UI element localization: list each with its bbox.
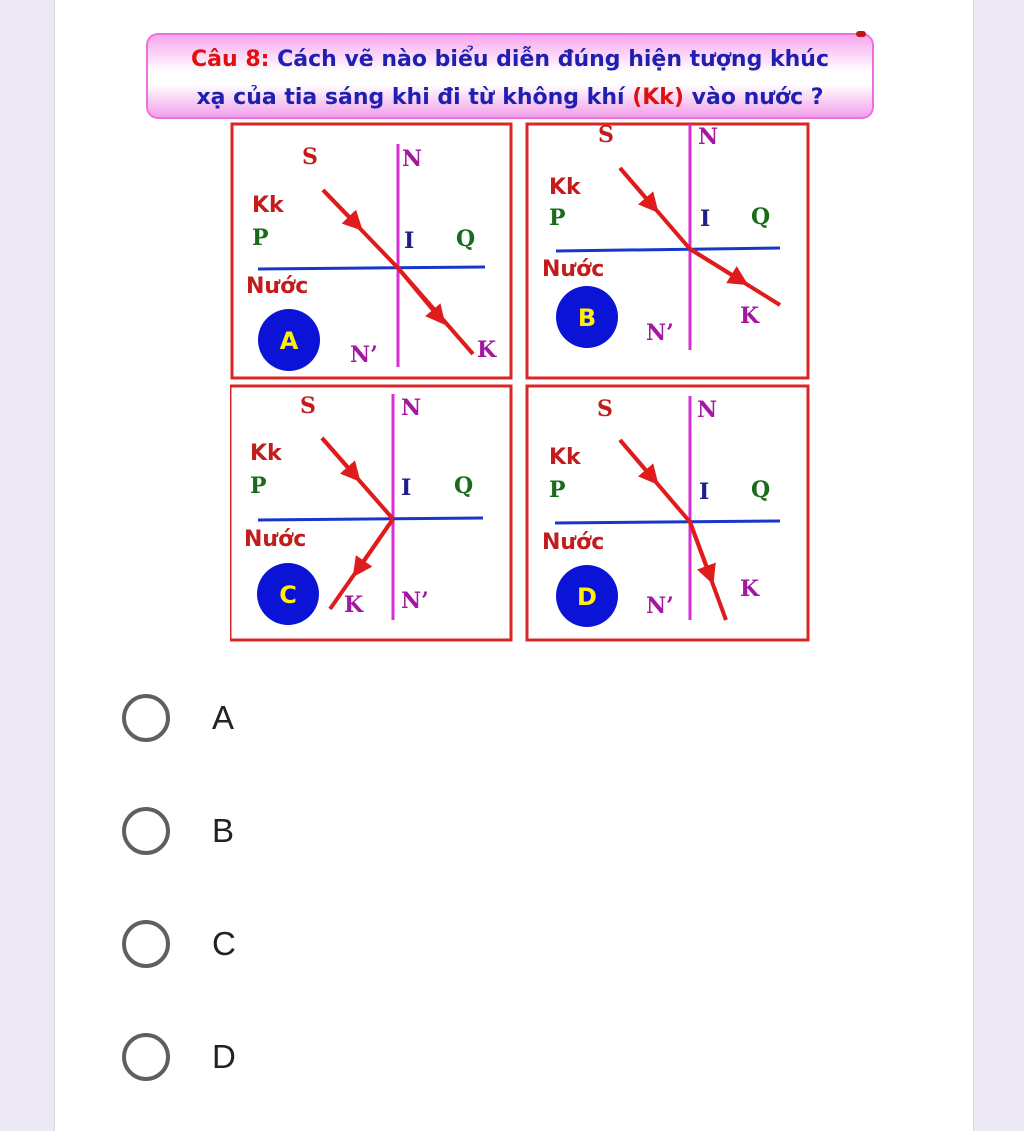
panel-a-label-q: Q: [456, 226, 476, 252]
question-text-3: vào nước ?: [691, 85, 824, 110]
panel-d-label-p: P: [549, 477, 566, 503]
question-number: Câu 8:: [191, 47, 270, 72]
panel-d-label-kk: Kk: [549, 445, 581, 470]
panel-d-label-nuoc: Nước: [542, 530, 605, 555]
option-d-label: D: [212, 1038, 236, 1075]
panel-b-refracted-arrow: [690, 249, 745, 283]
panel-c-refracted-arrow: [355, 519, 393, 574]
panel-d-surface-line: [555, 521, 780, 523]
panel-b-label-p: P: [549, 205, 566, 231]
panel-c-label-s: S: [300, 393, 316, 419]
panel-d-incident-arrow: [620, 440, 656, 482]
panel-a-surface-line: [258, 267, 485, 269]
refraction-diagram-figure: [230, 122, 810, 642]
option-a[interactable]: [122, 688, 622, 748]
radio-button-c[interactable]: [122, 920, 170, 968]
panel-c-label-q: Q: [454, 473, 474, 499]
question-line-2: [148, 85, 872, 110]
panel-a-label-kk: Kk: [252, 193, 284, 218]
panel-d: [527, 386, 808, 640]
panel-d-label-k: K: [740, 576, 760, 602]
panel-d-label-nprime: N’: [646, 593, 674, 619]
panel-d-label-n: N: [697, 397, 718, 423]
panel-c-label-kk: Kk: [250, 441, 282, 466]
panel-a: [232, 124, 511, 378]
panel-b-label-kk: Kk: [549, 175, 581, 200]
refraction-diagrams-svg: [230, 122, 810, 642]
panel-c-label-i: I: [401, 475, 412, 501]
panel-b-label-nprime: N’: [646, 320, 674, 346]
panel-d-label-q: Q: [751, 477, 771, 503]
panel-d-label-i: I: [699, 479, 710, 505]
panel-a-label-nuoc: Nước: [246, 274, 309, 299]
panel-a-label-s: S: [302, 144, 318, 170]
panel-c-label-nuoc: Nước: [244, 527, 307, 552]
panel-b-label-q: Q: [751, 204, 771, 230]
panel-a-incident-ray: [323, 190, 398, 268]
panel-b-surface-line: [556, 248, 780, 251]
panel-a-badge-letter: A: [279, 327, 299, 355]
panel-c-label-p: P: [250, 473, 267, 499]
panel-a-label-i: I: [404, 228, 415, 254]
radio-button-a[interactable]: [122, 694, 170, 742]
panel-a-label-p: P: [252, 225, 269, 251]
option-b-label: B: [212, 812, 235, 849]
panel-b-incident-arrow: [620, 168, 656, 210]
option-c[interactable]: [122, 914, 622, 974]
question-line-1: [148, 47, 872, 72]
radio-button-b[interactable]: [122, 807, 170, 855]
panel-d-badge-letter: D: [577, 583, 597, 611]
panel-a-label-n: N: [402, 146, 423, 172]
panel-c-label-k: K: [344, 592, 364, 618]
panel-b-label-s: S: [598, 122, 614, 148]
option-b[interactable]: [122, 801, 622, 861]
panel-c-badge-letter: C: [279, 581, 297, 609]
panel-b-label-k: K: [740, 303, 760, 329]
panel-d-refracted-arrow: [690, 522, 712, 581]
option-d[interactable]: [122, 1027, 622, 1087]
panel-c-surface-line: [258, 518, 483, 520]
question-highlight: (Kk): [632, 85, 684, 110]
panel-a-refracted-arrow: [398, 268, 443, 322]
panel-a-label-nprime: N’: [350, 342, 378, 368]
panel-a-label-k: K: [477, 337, 497, 363]
panel-b-badge-letter: B: [577, 304, 597, 332]
panel-b-label-n: N: [698, 124, 719, 150]
question-banner: [146, 33, 874, 119]
corner-mark: [856, 31, 866, 37]
panel-b-label-nuoc: Nước: [542, 257, 605, 282]
panel-c-incident-arrow: [322, 438, 358, 479]
panel-c: [230, 386, 511, 640]
radio-button-d[interactable]: [122, 1033, 170, 1081]
panel-d-label-s: S: [597, 396, 613, 422]
option-c-label: C: [212, 925, 236, 962]
question-text-1: Cách vẽ nào biểu diễn đúng hiện tượng khúc: [277, 47, 829, 72]
option-a-label: A: [212, 699, 235, 736]
panel-c-label-n: N: [401, 395, 422, 421]
panel-b-label-i: I: [700, 206, 711, 232]
panel-c-label-nprime: N’: [401, 588, 429, 614]
question-text-2: xạ của tia sáng khi đi từ không khí: [196, 85, 625, 110]
panel-b: [527, 122, 808, 378]
